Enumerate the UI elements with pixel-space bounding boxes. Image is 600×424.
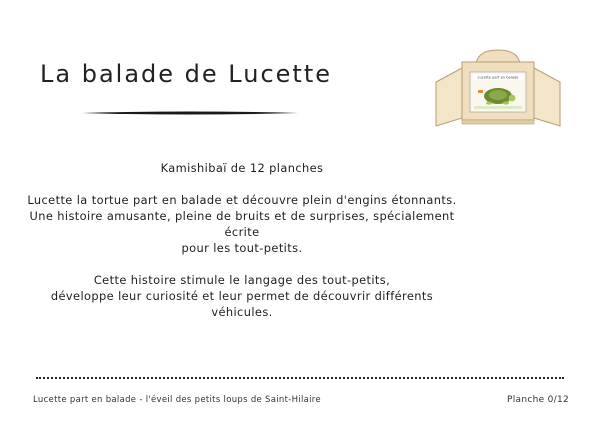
- paragraph-1-line-2: Une histoire amusante, pleine de bruits et de surprises, spécialement: [29, 209, 455, 223]
- paragraph-1-line-3: écrite: [224, 225, 260, 239]
- paragraph-2-line-3: véhicules.: [211, 305, 273, 319]
- page-title: La balade de Lucette: [40, 60, 332, 88]
- paragraph-1-line-4: pour les tout-petits.: [181, 241, 303, 255]
- kamishibai-theatre-icon: [432, 44, 564, 130]
- description: [0, 160, 484, 320]
- subtitle: Kamishibaï de 12 planches: [160, 161, 324, 175]
- page-counter: Planche 0/12: [506, 395, 569, 405]
- paragraph-2-line-1: Cette histoire stimule le langage des tout-petits,: [93, 273, 391, 287]
- svg-text:Lucette part en balade: Lucette part en balade: [477, 75, 519, 80]
- title-divider: [82, 110, 298, 116]
- footer-caption: Lucette part en balade - l'éveil des petits loups de Saint-Hilaire: [33, 395, 321, 405]
- paragraph-2-line-2: développe leur curiosité et leur permet de découvrir différents: [50, 289, 434, 303]
- footer-divider: [36, 377, 564, 379]
- paragraph-1-line-1: Lucette la tortue part en balade et découvre plein d'engins étonnants.: [27, 193, 457, 207]
